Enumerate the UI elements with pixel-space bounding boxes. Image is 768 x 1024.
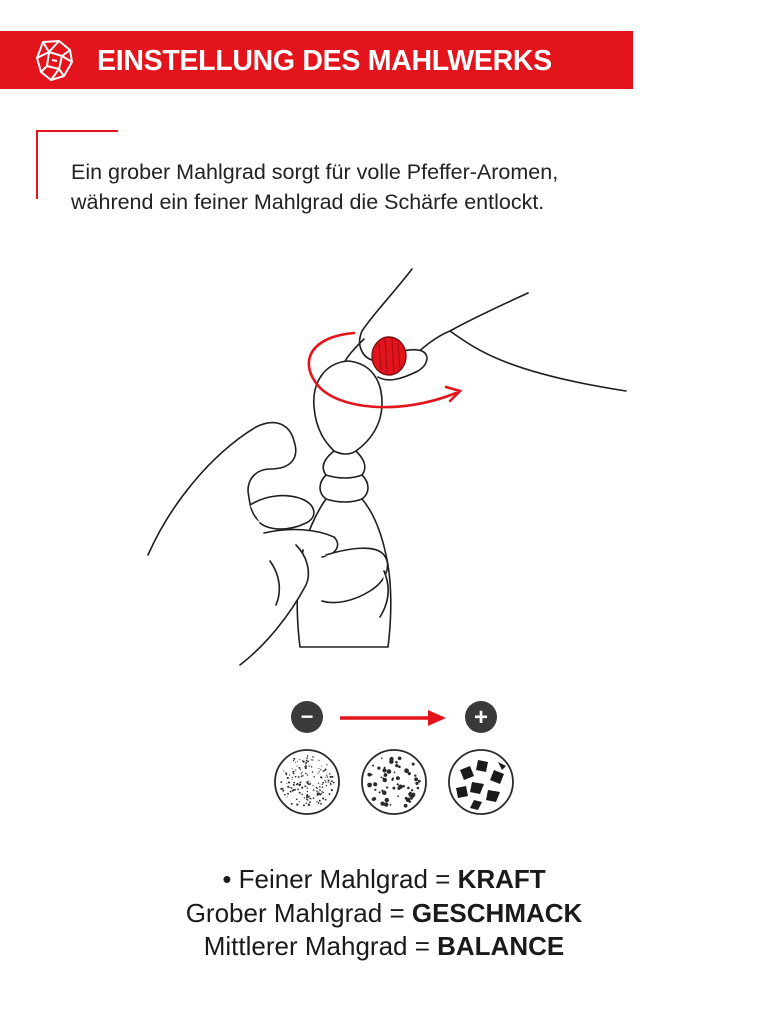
legend-line-3 [0, 930, 768, 964]
legend-value: BALANCE [437, 931, 565, 961]
legend-value: KRAFT [457, 864, 546, 894]
header-banner [0, 31, 633, 89]
legend-label: Mittlerer Mahgrad = [203, 931, 438, 961]
legend [0, 863, 768, 964]
fine-grind-icon [275, 750, 339, 814]
grind-scale [260, 690, 540, 820]
intro-text [71, 158, 711, 217]
pepper-mill-body [297, 361, 391, 647]
intro-line-2: während ein feiner Mahlgrad die Schärfe entlockt. [71, 189, 545, 214]
legend-label: • Feiner Mahlgrad = [222, 864, 458, 894]
intro-line-1: Ein grober Mahlgrad sorgt für volle Pfeffer-Aromen, [71, 160, 559, 184]
arrow-right-icon [340, 710, 446, 726]
legend-value: GESCHMACK [411, 897, 583, 928]
legend-label: Grober Mahlgrad = [185, 897, 412, 928]
plus-icon [465, 701, 497, 733]
adjustment-knob [372, 337, 406, 375]
coarse-grind-icon [449, 750, 513, 814]
svg-text:−: − [300, 704, 314, 729]
hands-adjusting-pepper-mill-icon [130, 255, 650, 675]
legend-line-2 [0, 897, 768, 931]
legend-line-1 [0, 863, 768, 897]
lion-head-logo-icon [29, 36, 77, 84]
svg-text:+: + [473, 704, 489, 731]
minus-icon [291, 701, 323, 733]
page-title: EINSTELLUNG DES MAHLWERKS [97, 45, 552, 77]
medium-grind-icon [362, 750, 426, 814]
